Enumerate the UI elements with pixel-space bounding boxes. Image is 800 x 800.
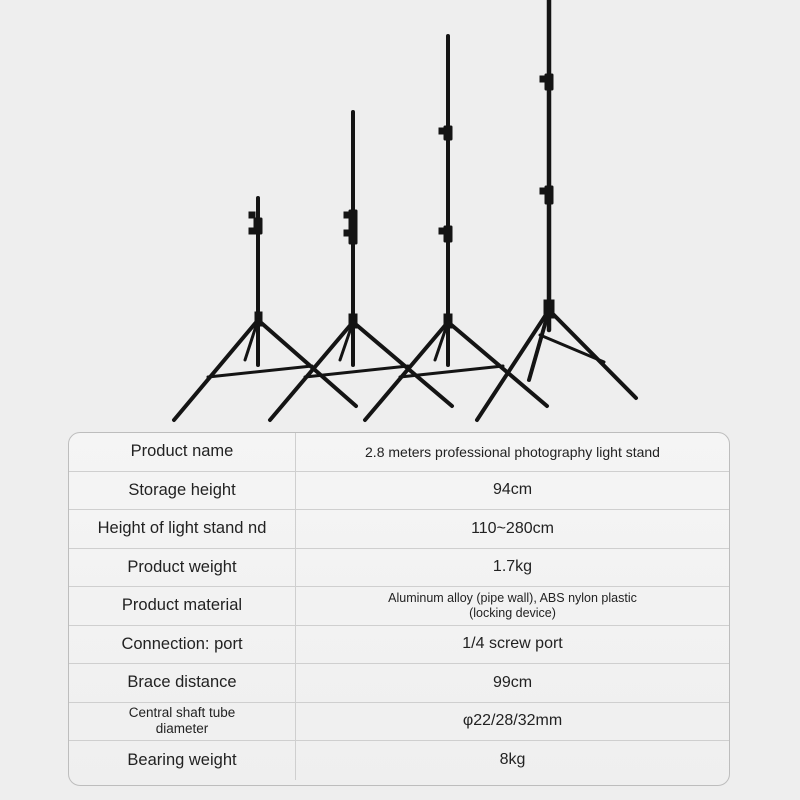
spec-label: Product weight <box>69 549 296 587</box>
spec-label: Height of light stand nd <box>69 510 296 548</box>
table-row <box>69 703 729 742</box>
light-stand-3 <box>365 36 547 420</box>
spec-value: 2.8 meters professional photography light stand <box>365 443 660 460</box>
table-row <box>69 626 729 665</box>
light-stand-1 <box>174 198 356 420</box>
table-row <box>69 664 729 703</box>
spec-label: Brace distance <box>69 664 296 702</box>
spec-value: 1.7kg <box>492 558 533 576</box>
spec-label: Central shaft tube diameter <box>69 703 296 741</box>
table-row <box>69 549 729 588</box>
light-stand-4 <box>477 0 636 420</box>
spec-label: Product material <box>69 587 296 625</box>
spec-label: Bearing weight <box>69 741 296 780</box>
spec-label: Product name <box>69 433 296 471</box>
table-row <box>69 433 729 472</box>
spec-value: 99cm <box>492 673 533 691</box>
spec-value: φ22/28/32mm <box>462 712 563 730</box>
spec-value: 1/4 screw port <box>462 635 563 653</box>
spec-value: 110~280cm <box>471 519 554 537</box>
table-row <box>69 741 729 780</box>
spec-table <box>68 432 730 786</box>
spec-label: Connection: port <box>69 626 296 664</box>
spec-value: Aluminum alloy (pipe wall), ABS nylon plastic (locking device) <box>388 590 637 620</box>
table-row <box>69 587 729 626</box>
table-row <box>69 472 729 511</box>
spec-label: Storage height <box>69 472 296 510</box>
spec-value: 8kg <box>499 751 526 769</box>
table-row <box>69 510 729 549</box>
spec-value: 94cm <box>492 481 533 499</box>
